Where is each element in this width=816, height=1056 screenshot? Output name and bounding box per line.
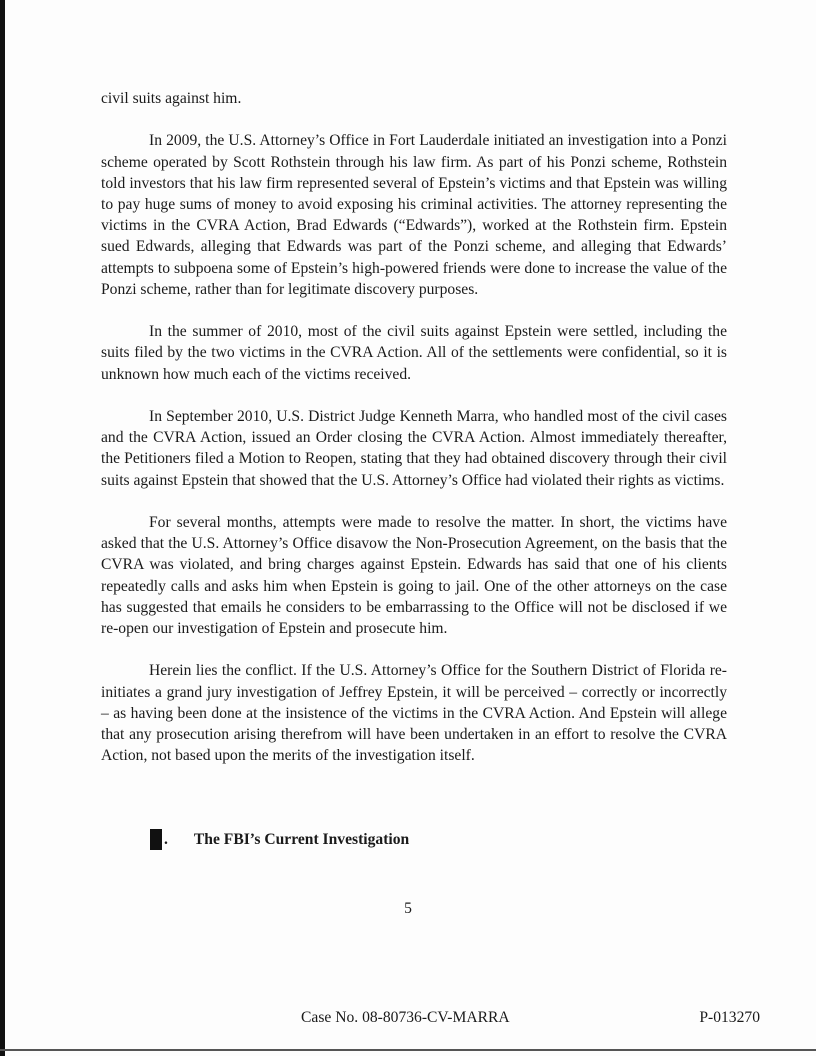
paragraph-settlements: In the summer of 2010, most of the civil suits against Epstein were settled, including the suits filed by the two victims in the CVRA Action. All of the settlements were confidential, so it is unknown how much each of the victims received. [101,323,727,383]
redaction-block [150,829,162,850]
scan-bottom-rule [0,1049,816,1051]
section-heading-title: The FBI’s Current Investigation [193,830,410,848]
section-heading-marker: . [164,830,168,848]
paragraph-conflict: Herein lies the conflict. If the U.S. Attorney’s Office for the Southern District of Florida re-initiates a grand jury investigation of Jeffrey Epstein, it will be perceived – correctly or incorrectly – as having been done at the insistence of the victims in the CVRA Action. And Epstein will allege that any prosecution arising therefrom will have been undertaken in an effort to resolve the CVRA Action, not based upon the merits of the investigation itself. [101,662,727,765]
paragraph-continuation: civil suits against him. [101,90,242,107]
section-heading [150,829,409,850]
paragraph-rothstein-ponzi: In 2009, the U.S. Attorney’s Office in Fort Lauderdale initiated an investigation into a Ponzi scheme operated by Scott Rothstein through his law firm. As part of his Ponzi scheme, Rothstein told investors that his law firm represented several of Epstein’s victims and that Epstein was willing to pay huge sums of money to avoid exposing his criminal activities. The attorney representing the victims in the CVRA Action, Brad Edwards (“Edwards”), worked at the Rothstein firm. Epstein sued Edwards, alleging that Edwards was part of the Ponzi scheme, and alleging that Edwards’ attempts to subpoena some of Epstein’s high-powered friends were done to increase the value of the Ponzi scheme, rather than for legitimate discovery purposes. [101,132,727,298]
document-body [101,88,727,788]
scan-edge-bar [0,0,5,1056]
page-number: 5 [404,900,412,917]
footer-bates-number: P-013270 [699,1009,760,1026]
paragraph-resolution-attempts: For several months, attempts were made to resolve the matter. In short, the victims have asked that the U.S. Attorney’s Office disavow the Non-Prosecution Agreement, on the basis that the CVRA was violated, and bring charges against Epstein. Edwards has said that one of his clients repeatedly calls and asks him when Epstein is going to jail. One of the other attorneys on the case has suggested that emails he considers to be embarrassing to the Office will not be disclosed if we re-open our investigation of Epstein and prosecute him. [101,514,727,638]
paragraph-cvra-closing: In September 2010, U.S. District Judge Kenneth Marra, who handled most of the civil cases and the CVRA Action, issued an Order closing the CVRA Action. Almost immediately thereafter, the Petitioners filed a Motion to Reopen, stating that they had obtained discovery through their civil suits against Epstein that showed that the U.S. Attorney’s Office had violated their rights as victims. [101,408,727,489]
footer-case-number: Case No. 08-80736-CV-MARRA [301,1009,510,1026]
